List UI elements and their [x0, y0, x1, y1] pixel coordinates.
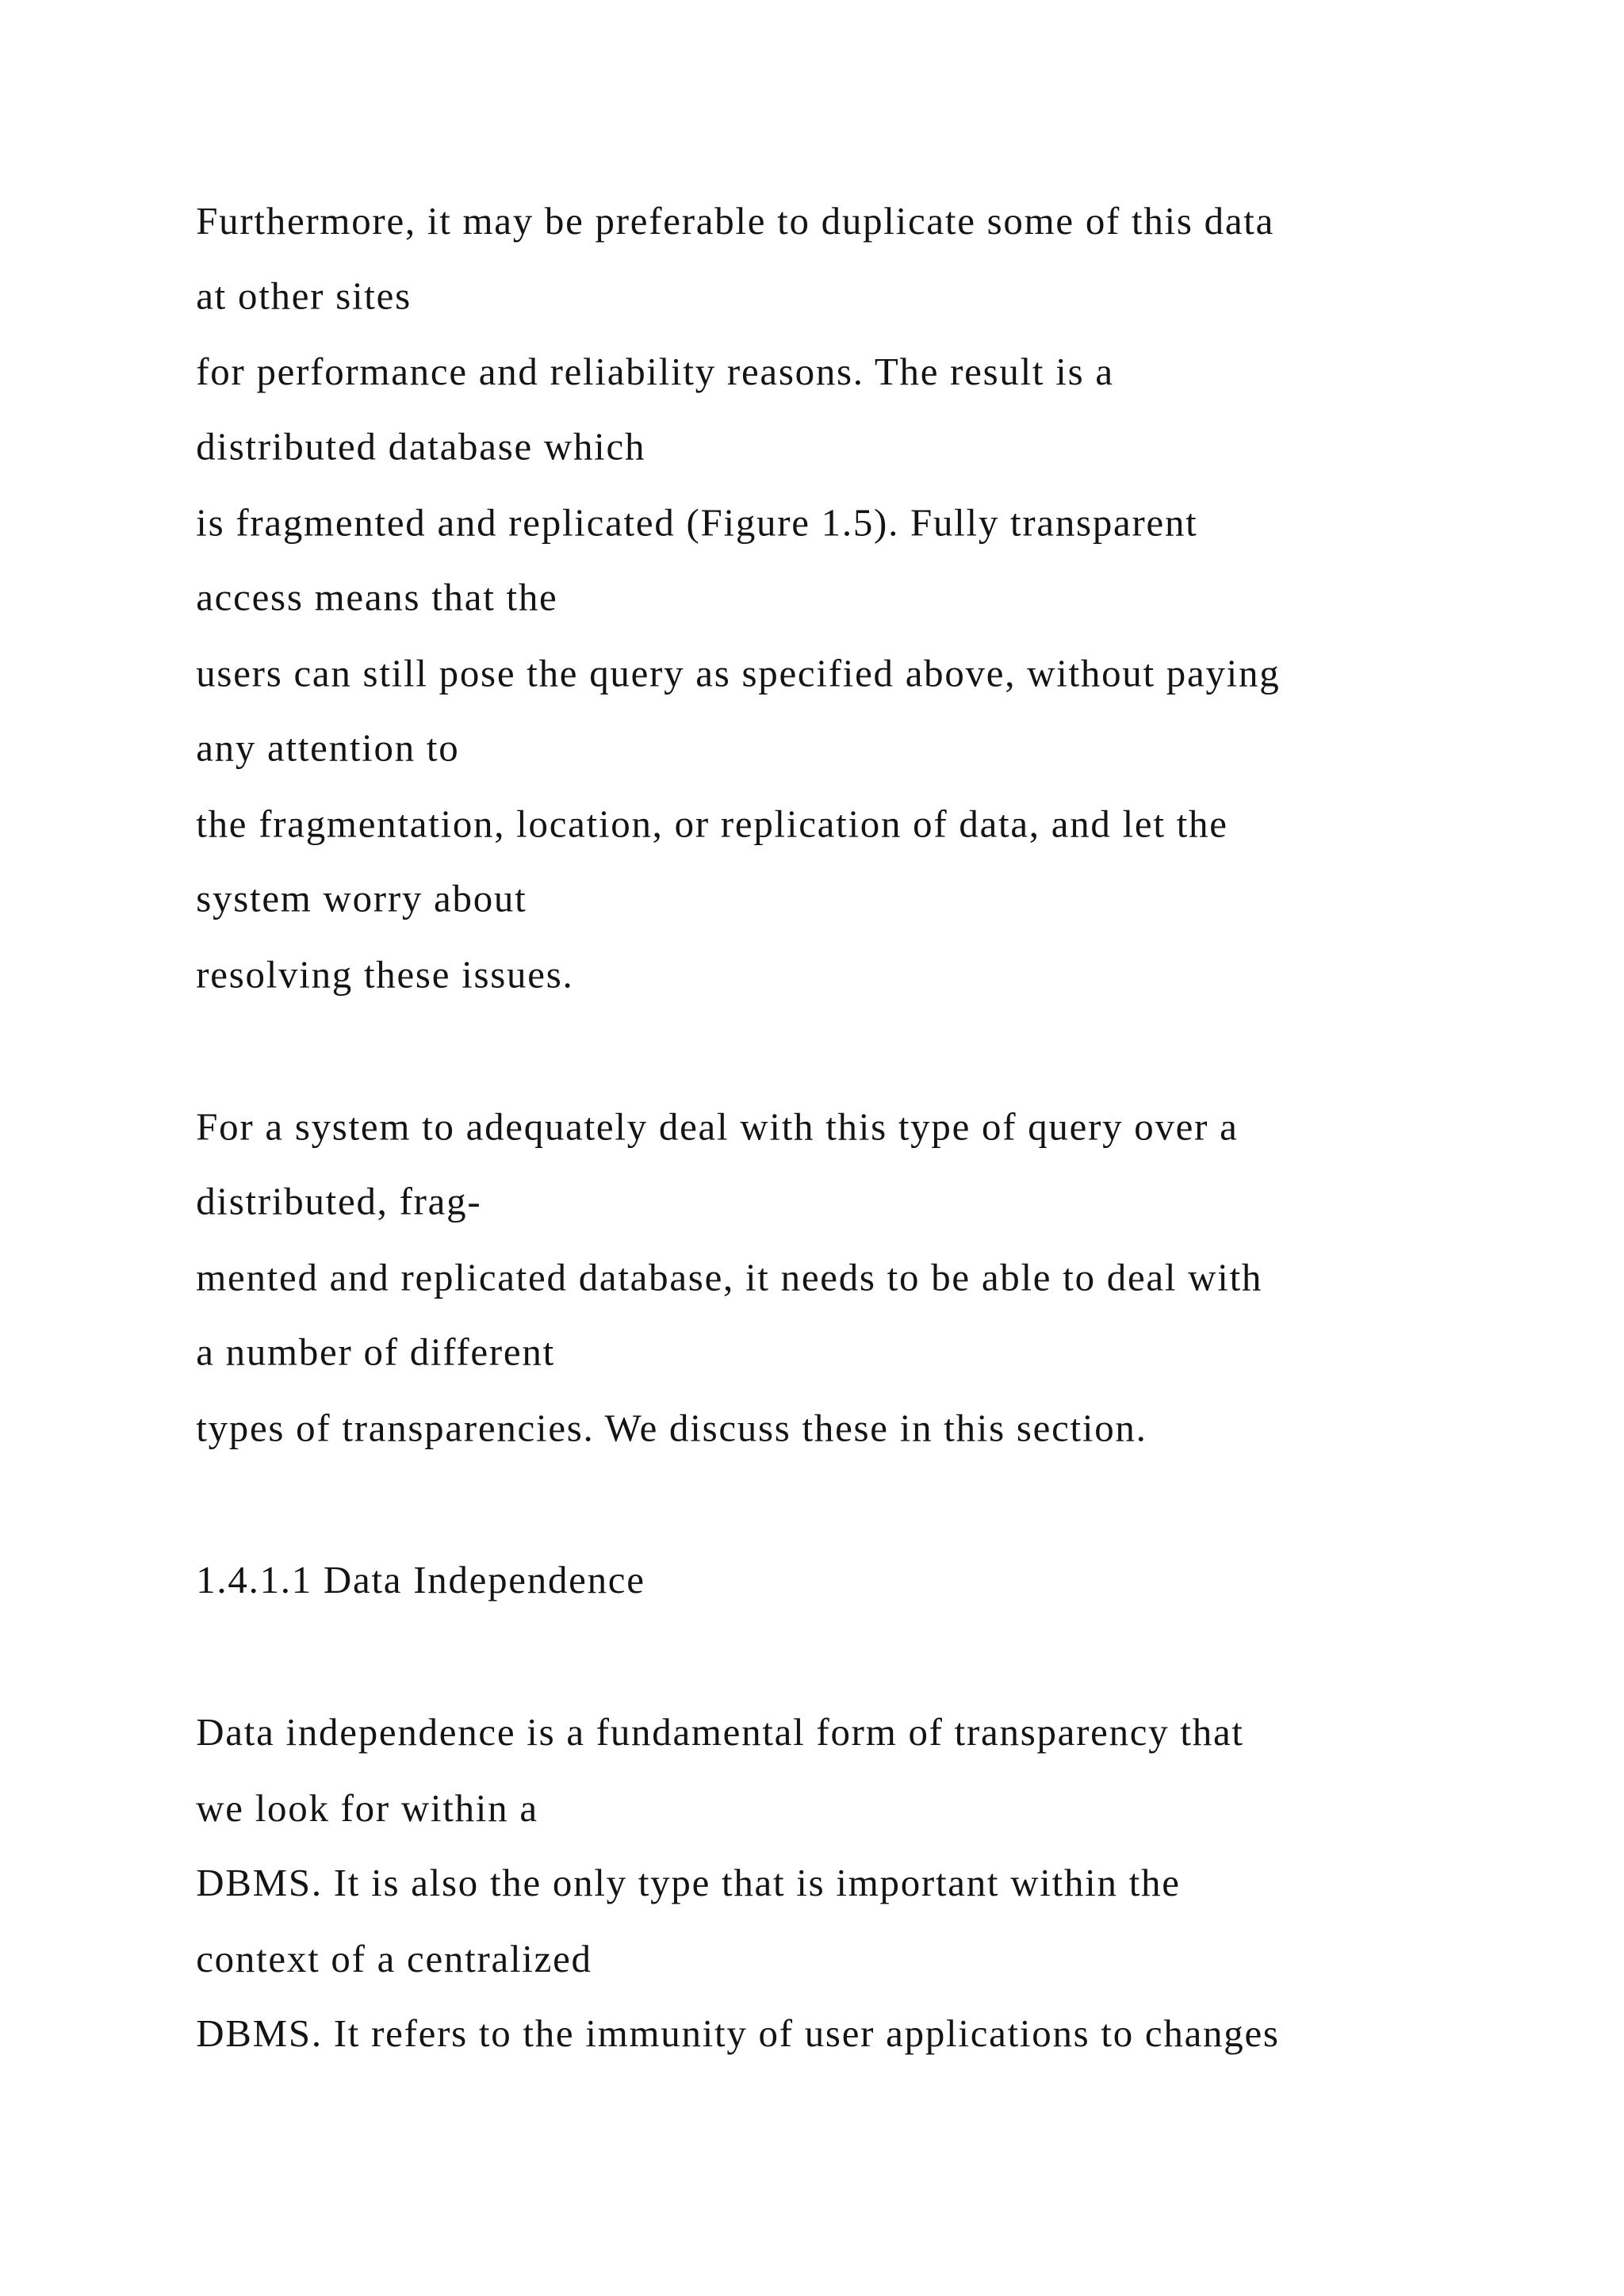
text-line: distributed, frag-	[196, 1179, 482, 1223]
text-line: users can still pose the query as specified above, without paying	[196, 651, 1281, 695]
text-line: resolving these issues.	[196, 952, 574, 997]
text-line: is fragmented and replicated (Figure 1.5). Fully transparent	[196, 499, 1198, 545]
section-heading: 1.4.1.1 Data Independence	[196, 1557, 645, 1602]
text-line: mented and replicated database, it needs to be able to deal with	[196, 1255, 1263, 1299]
text-line: system worry about	[196, 876, 527, 920]
text-line: DBMS. It refers to the immunity of user applications to changes	[196, 2011, 1280, 2056]
text-line: for performance and reliability reasons. The result is a	[196, 349, 1114, 394]
text-line: Data independence is a fundamental form of transparency that	[196, 1709, 1244, 1755]
text-line: Furthermore, it may be preferable to duplicate some of this data	[196, 198, 1275, 243]
text-line: any attention to	[196, 725, 460, 770]
text-line: DBMS. It is also the only type that is important within the	[196, 1860, 1181, 1905]
text-line: at other sites	[196, 274, 412, 318]
text-line: a number of different	[196, 1330, 555, 1374]
text-line: types of transparencies. We discuss these in this section.	[196, 1406, 1147, 1450]
text-line: For a system to adequately deal with this type of query over a	[196, 1104, 1239, 1149]
text-line: access means that the	[196, 575, 558, 619]
text-line: we look for within a	[196, 1785, 538, 1831]
text-line: context of a centralized	[196, 1936, 592, 1981]
text-line: distributed database which	[196, 424, 646, 469]
text-line: the fragmentation, location, or replication of data, and let the	[196, 802, 1228, 846]
